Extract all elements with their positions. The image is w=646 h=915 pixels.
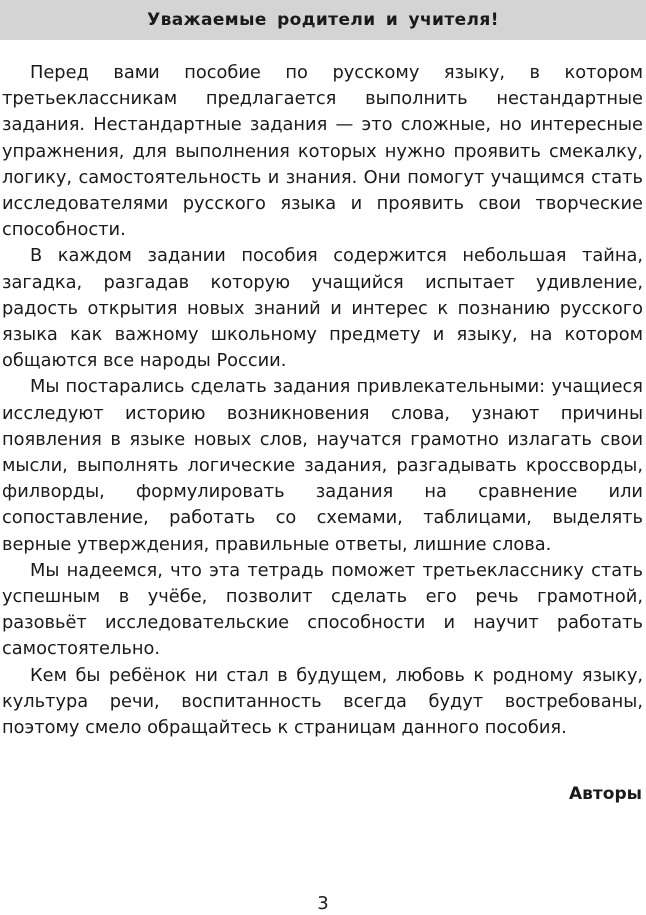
page-heading: Уважаемые родители и учителя! bbox=[147, 10, 499, 30]
signature: Авторы bbox=[569, 784, 642, 804]
paragraph-hopes: Мы надеемся, что эта тетрадь поможет третьекласснику стать успешным в учёбе, позволит сделать его речь грамотной, разовьёт исследовательские способности и научит работать самостоятельно. bbox=[2, 559, 643, 660]
paragraph-tasks: Мы постарались сделать задания привлекательными: учащиеся исследуют историю возникновения слова, узнают причины появления в языке новых слов, научатся грамотно излагать свои мысли, выполнять логические задания, разгадывать кроссворды, филворды, формулировать задания на сравнение или сопоставление, работать со схемами, таблицами, выделять верные утверждения, правильные ответы, лишние слова. bbox=[2, 376, 643, 555]
paragraph-intro: Перед вами пособие по русскому языку, в котором третьеклассникам предлагается выполнить нестандартные задания. Нестандартные задания — это сложные, но интересные упражнения, для выполнения которых нужно проявить смекалку, логику, самостоятельность и знания. Они помогут учащимся стать исследователями русского языка и проявить свои творческие способности. bbox=[2, 62, 643, 241]
page-number: 3 bbox=[317, 893, 329, 914]
paragraph-future: Кем бы ребёнок ни стал в будущем, любовь к родному языку, культура речи, воспитанность всегда будут востребованы, поэтому смело обращайтесь к страницам данного пособия. bbox=[2, 664, 643, 739]
heading-band bbox=[0, 0, 646, 40]
paragraph-mystery: В каждом задании пособия содержится небольшая тайна, загадка, разгадав которую учащийся испытает удивление, радость открытия новых знаний и интерес к познанию русского языка как важному школьному предмету и языку, на котором общаются все народы России. bbox=[2, 245, 643, 372]
body-text bbox=[2, 60, 643, 741]
